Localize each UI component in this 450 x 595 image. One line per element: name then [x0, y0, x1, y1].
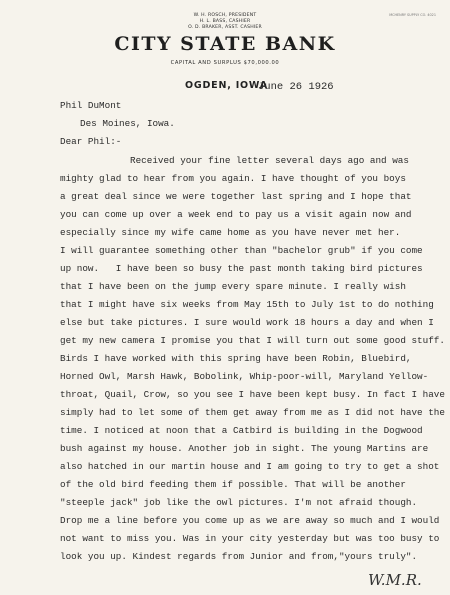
officer-president: W. H. ROSCH, PRESIDENT	[193, 13, 257, 18]
body-line: Horned Owl, Marsh Hawk, Bobolink, Whip-poor-will, Maryland Yellow-	[60, 371, 429, 382]
body-line: Drop me a line before you come up as we are away so much and I would	[60, 515, 440, 526]
printer-mark: MCHENRY SUPPLY CO. 4021	[389, 13, 436, 17]
body-line: Birds I have worked with this spring have been Robin, Bluebird,	[60, 353, 412, 364]
body-line: time. I noticed at noon that a Catbird is building in the Dogwood	[60, 425, 423, 436]
body-line: "steeple jack" job like the owl pictures. I'm not afraid though.	[60, 497, 418, 508]
body-line: simply had to let some of them get away from me as I did not have the	[60, 407, 445, 418]
body-line: I will guarantee something other than "bachelor grub" if you come	[60, 245, 423, 256]
body-line: look you up. Kindest regards from Junior and from,"yours truly".	[60, 551, 418, 562]
body-line: you can come up over a week end to pay us a visit again now and	[60, 209, 412, 220]
recipient-name: Phil DuMont	[60, 100, 122, 111]
body-line: also hatched in our martin house and I am going to try to get a shot	[60, 461, 440, 472]
officer-asst-cashier: O. D. BRAKER, ASST. CASHIER	[188, 25, 262, 30]
capital-line: CAPITAL AND SURPLUS $70,000.00	[170, 60, 280, 66]
body-line: bush against my house. Another job in sight. The young Martins are	[60, 443, 429, 454]
body-line: especially since my wife came home as you have never met her.	[60, 227, 401, 238]
body-line: not want to miss you. Was in your city yesterday but was too busy to	[60, 533, 440, 544]
officer-cashier: H. L. BASS, CASHIER	[199, 19, 251, 24]
body-line: get my new camera I promise you that I will turn out some good stuff.	[60, 335, 445, 346]
bank-name: CITY STATE BANK	[114, 33, 336, 55]
signature-initials: W.M.R.	[368, 571, 422, 589]
body-line: mighty glad to hear from you again. I have thought of you boys	[60, 173, 406, 184]
salutation: Dear Phil:-	[60, 136, 122, 147]
body-line: a great deal since we were together last spring and I hope that	[60, 191, 412, 202]
letterhead-location: OGDEN, IOWA	[185, 80, 268, 91]
body-line: of the old bird feeding them if possible. That will be another	[60, 479, 406, 490]
body-line: else but take pictures. I sure would work 18 hours a day and when I	[60, 317, 434, 328]
body-line: that I might have six weeks from May 15th to July 1st to do nothing	[60, 299, 434, 310]
body-line: up now. I have been so busy the past month taking bird pictures	[60, 263, 423, 274]
letter-date: June 26 1926	[258, 81, 334, 93]
body-line: throat, Quail, Crow, so you see I have been kept busy. In fact I have	[60, 389, 445, 400]
body-line: that I have been on the jump every spare minute. I really wish	[60, 281, 406, 292]
body-line: Received your fine letter several days ago and was	[130, 155, 409, 166]
recipient-city: Des Moines, Iowa.	[80, 118, 175, 129]
